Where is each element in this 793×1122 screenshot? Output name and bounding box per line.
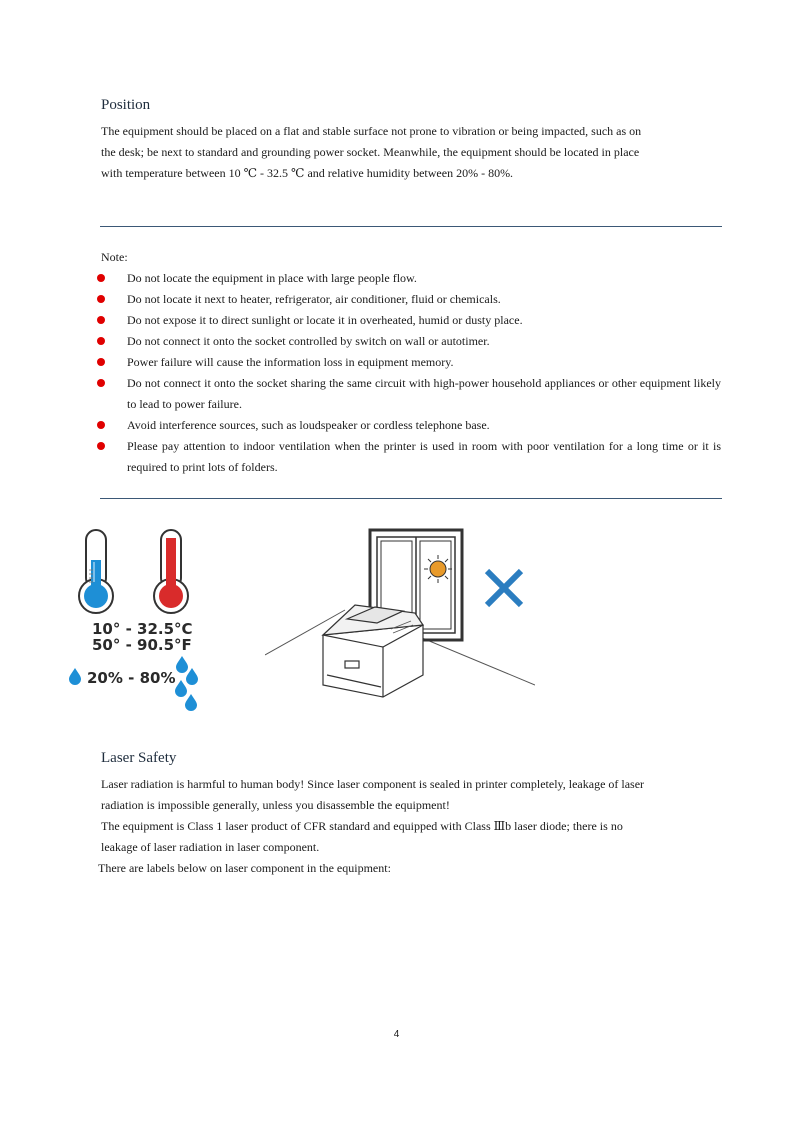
laser-line: The equipment is Class 1 laser product of CFR standard and equipped with Class Ⅲb laser diode; there is no bbox=[101, 819, 623, 833]
bullet-icon bbox=[97, 274, 105, 282]
cold-thermometer-icon bbox=[79, 530, 113, 613]
position-paragraph bbox=[101, 121, 721, 184]
humidity-range: 20% - 80% bbox=[87, 669, 176, 687]
printer-icon bbox=[323, 605, 423, 697]
list-item bbox=[101, 415, 721, 436]
list-item bbox=[101, 310, 721, 331]
divider-bottom bbox=[100, 498, 722, 499]
note-text: Do not connect it onto the socket controlled by switch on wall or autotimer. bbox=[127, 334, 490, 348]
printer-placement-illustration bbox=[265, 525, 535, 705]
list-item bbox=[101, 436, 721, 478]
hot-thermometer-icon bbox=[154, 530, 188, 613]
prohibited-cross-icon bbox=[483, 567, 525, 609]
note-text: Do not expose it to direct sunlight or locate it in overheated, humid or dusty place. bbox=[127, 313, 523, 327]
laser-line: radiation is impossible generally, unless you disassemble the equipment! bbox=[101, 798, 450, 812]
note-text: Do not connect it onto the socket sharing the same circuit with high-power household appliances or other equipment likely to lead to power failure. bbox=[127, 376, 721, 411]
bullet-icon bbox=[97, 316, 105, 324]
laser-line: leakage of laser radiation in laser component. bbox=[101, 840, 320, 854]
list-item bbox=[101, 352, 721, 373]
list-item bbox=[101, 289, 721, 310]
bullet-icon bbox=[97, 421, 105, 429]
note-text: Do not locate the equipment in place with large people flow. bbox=[127, 271, 417, 285]
note-label: Note: bbox=[101, 250, 128, 264]
temperature-fahrenheit: 50° - 90.5°F bbox=[92, 636, 192, 654]
divider-top bbox=[100, 226, 722, 227]
temperature-humidity-illustration bbox=[60, 520, 230, 715]
note-list bbox=[101, 268, 721, 478]
bullet-icon bbox=[97, 295, 105, 303]
bullet-icon bbox=[97, 442, 105, 450]
position-line: The equipment should be placed on a flat and stable surface not prone to vibration or being impacted, such as on bbox=[101, 124, 642, 138]
list-item bbox=[101, 268, 721, 289]
temperature-celsius: 10° - 32.5°C bbox=[92, 620, 193, 638]
note-text: Avoid interference sources, such as loudspeaker or cordless telephone base. bbox=[127, 418, 490, 432]
laser-line: Laser radiation is harmful to human body! Since laser component is sealed in printer completely, leakage of laser bbox=[101, 777, 645, 791]
position-line: with temperature between 10 ℃ - 32.5 ℃ and relative humidity between 20% - 80%. bbox=[101, 166, 514, 180]
note-text: Please pay attention to indoor ventilation when the printer is used in room with poor ventilation for a long time or it is required to print lots of folders. bbox=[127, 439, 721, 474]
list-item bbox=[101, 331, 721, 352]
note-text: Do not locate it next to heater, refrigerator, air conditioner, fluid or chemicals. bbox=[127, 292, 501, 306]
sun-icon bbox=[424, 555, 452, 583]
position-heading: Position bbox=[101, 97, 151, 113]
position-line: the desk; be next to standard and grounding power socket. Meanwhile, the equipment should be located in place bbox=[101, 145, 640, 159]
note-text: Power failure will cause the information loss in equipment memory. bbox=[127, 355, 454, 369]
laser-line: There are labels below on laser component in the equipment: bbox=[98, 861, 391, 875]
bullet-icon bbox=[97, 358, 105, 366]
bullet-icon bbox=[97, 379, 105, 387]
laser-safety-paragraph bbox=[98, 774, 721, 879]
list-item bbox=[101, 373, 721, 415]
page-number: 4 bbox=[393, 1029, 400, 1040]
bullet-icon bbox=[97, 337, 105, 345]
laser-safety-heading: Laser Safety bbox=[101, 750, 177, 766]
